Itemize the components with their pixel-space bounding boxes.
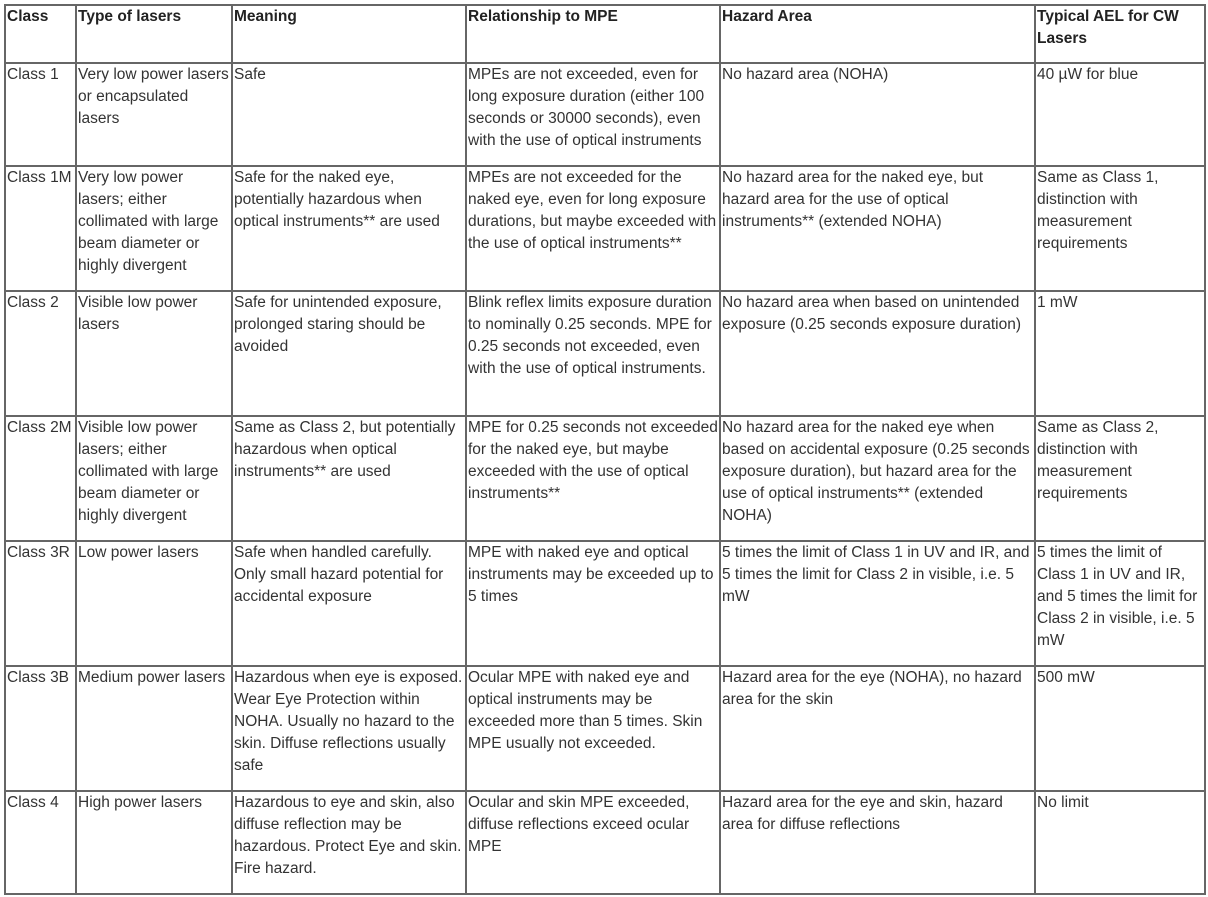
table-row bbox=[5, 291, 1205, 416]
type-cell: Very low power lasers or encapsulated lasers bbox=[76, 63, 232, 166]
mpe-cell: Ocular MPE with naked eye and optical instruments may be exceeded more than 5 times. Skin MPE usually not exceeded. bbox=[466, 666, 720, 791]
class-cell: Class 3R bbox=[5, 541, 76, 666]
class-cell: Class 2M bbox=[5, 416, 76, 541]
class-cell: Class 4 bbox=[5, 791, 76, 894]
hazard-area-cell: Hazard area for the eye and skin, hazard area for diffuse reflections bbox=[720, 791, 1035, 894]
type-cell: Medium power lasers bbox=[76, 666, 232, 791]
ael-cell: 500 mW bbox=[1035, 666, 1205, 791]
meaning-cell: Safe bbox=[232, 63, 466, 166]
meaning-cell: Same as Class 2, but potentially hazardous when optical instruments** are used bbox=[232, 416, 466, 541]
type-cell: High power lasers bbox=[76, 791, 232, 894]
header-row bbox=[5, 5, 1205, 63]
ael-cell: 1 mW bbox=[1035, 291, 1205, 416]
hazard-area-cell: No hazard area (NOHA) bbox=[720, 63, 1035, 166]
class-cell: Class 3B bbox=[5, 666, 76, 791]
meaning-cell: Safe when handled carefully. Only small hazard potential for accidental exposure bbox=[232, 541, 466, 666]
table-row bbox=[5, 416, 1205, 541]
ael-cell: Same as Class 1, distinction with measurement requirements bbox=[1035, 166, 1205, 291]
mpe-cell: MPE for 0.25 seconds not exceeded for the naked eye, but maybe exceeded with the use of optical instruments** bbox=[466, 416, 720, 541]
header-hazard-area: Hazard Area bbox=[720, 5, 1035, 63]
table-row bbox=[5, 541, 1205, 666]
type-cell: Visible low power lasers bbox=[76, 291, 232, 416]
meaning-cell: Hazardous to eye and skin, also diffuse reflection may be hazardous. Protect Eye and skin. Fire hazard. bbox=[232, 791, 466, 894]
mpe-cell: MPEs are not exceeded for the naked eye, even for long exposure durations, but maybe exceeded with the use of optical instruments** bbox=[466, 166, 720, 291]
hazard-area-cell: Hazard area for the eye (NOHA), no hazard area for the skin bbox=[720, 666, 1035, 791]
mpe-cell: MPEs are not exceeded, even for long exposure duration (either 100 seconds or 30000 seconds), even with the use of optical instruments bbox=[466, 63, 720, 166]
mpe-cell: Blink reflex limits exposure duration to nominally 0.25 seconds. MPE for 0.25 seconds not exceeded, even with the use of optical instruments. bbox=[466, 291, 720, 416]
mpe-cell: Ocular and skin MPE exceeded, diffuse reflections exceed ocular MPE bbox=[466, 791, 720, 894]
header-meaning: Meaning bbox=[232, 5, 466, 63]
class-cell: Class 1M bbox=[5, 166, 76, 291]
header-class: Class bbox=[5, 5, 76, 63]
ael-cell: 5 times the limit of Class 1 in UV and IR, and 5 times the limit for Class 2 in visible, i.e. 5 mW bbox=[1035, 541, 1205, 666]
ael-cell: 40 µW for blue bbox=[1035, 63, 1205, 166]
hazard-area-cell: No hazard area for the naked eye when based on accidental exposure (0.25 seconds exposure duration), but hazard area for the use of optical instruments** (extended NOHA) bbox=[720, 416, 1035, 541]
class-cell: Class 1 bbox=[5, 63, 76, 166]
type-cell: Very low power lasers; either collimated with large beam diameter or highly divergent bbox=[76, 166, 232, 291]
table-row bbox=[5, 63, 1205, 166]
mpe-cell: MPE with naked eye and optical instruments may be exceeded up to 5 times bbox=[466, 541, 720, 666]
laser-class-table bbox=[4, 4, 1206, 895]
hazard-area-cell: No hazard area for the naked eye, but hazard area for the use of optical instruments** (extended NOHA) bbox=[720, 166, 1035, 291]
meaning-cell: Safe for unintended exposure, prolonged staring should be avoided bbox=[232, 291, 466, 416]
table-row bbox=[5, 666, 1205, 791]
meaning-cell: Safe for the naked eye, potentially hazardous when optical instruments** are used bbox=[232, 166, 466, 291]
header-mpe: Relationship to MPE bbox=[466, 5, 720, 63]
type-cell: Visible low power lasers; either collimated with large beam diameter or highly divergent bbox=[76, 416, 232, 541]
table-row bbox=[5, 166, 1205, 291]
header-type: Type of lasers bbox=[76, 5, 232, 63]
class-cell: Class 2 bbox=[5, 291, 76, 416]
ael-cell: Same as Class 2, distinction with measurement requirements bbox=[1035, 416, 1205, 541]
type-cell: Low power lasers bbox=[76, 541, 232, 666]
header-ael: Typical AEL for CW Lasers bbox=[1035, 5, 1205, 63]
hazard-area-cell: No hazard area when based on unintended exposure (0.25 seconds exposure duration) bbox=[720, 291, 1035, 416]
ael-cell: No limit bbox=[1035, 791, 1205, 894]
table-row bbox=[5, 791, 1205, 894]
hazard-area-cell: 5 times the limit of Class 1 in UV and IR, and 5 times the limit for Class 2 in visible, i.e. 5 mW bbox=[720, 541, 1035, 666]
meaning-cell: Hazardous when eye is exposed. Wear Eye Protection within NOHA. Usually no hazard to the skin. Diffuse reflections usually safe bbox=[232, 666, 466, 791]
